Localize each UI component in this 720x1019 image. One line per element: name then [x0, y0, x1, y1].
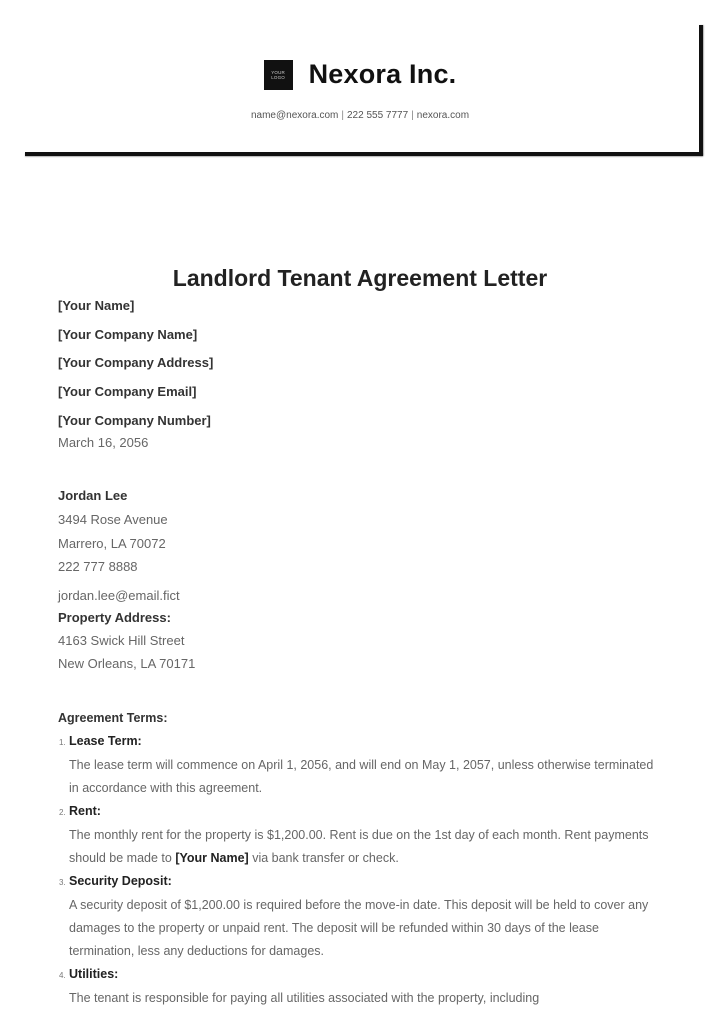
- term-title: [59, 964, 678, 986]
- contact-website: nexora.com: [416, 110, 470, 121]
- contact-phone: 222 555 7777: [347, 110, 409, 121]
- sender-company-number: [Your Company Number]: [58, 412, 211, 428]
- agreement-terms: [58, 708, 678, 1011]
- recipient-email: jordan.lee@email.fict: [58, 588, 180, 603]
- recipient-address-line1: 3494 Rose Avenue: [58, 512, 168, 527]
- term-title: [59, 801, 678, 823]
- brand: [0, 59, 720, 90]
- contact-email: name@nexora.com: [250, 110, 339, 121]
- contact-line: [0, 110, 720, 121]
- logo-placeholder-icon: [264, 60, 293, 90]
- term-item: [58, 871, 678, 963]
- agreement-terms-heading: Agreement Terms:: [58, 711, 168, 725]
- header-bottom-rule: [25, 152, 703, 156]
- term-title: [59, 731, 678, 753]
- separator: |: [341, 110, 344, 121]
- logo-text-line1: YOUR: [271, 69, 286, 75]
- term-body-text: The monthly rent for the property is $1,200.00. Rent is due on the 1st day of each month. Rent payments should be made to: [69, 828, 649, 865]
- sender-block: [58, 296, 678, 453]
- term-title-text: Lease Term:: [69, 734, 142, 748]
- term-item: [58, 731, 678, 800]
- term-body: [69, 824, 659, 870]
- document-title: Landlord Tenant Agreement Letter: [172, 265, 548, 291]
- separator: |: [411, 110, 414, 121]
- sender-company-address: [Your Company Address]: [58, 355, 214, 371]
- term-number: 2.: [59, 808, 66, 817]
- term-number: 1.: [59, 738, 66, 747]
- sender-name: [Your Name]: [58, 298, 135, 313]
- term-title-text: Utilities:: [69, 967, 119, 981]
- term-item: [58, 801, 678, 870]
- term-body-text: via bank transfer or check.: [248, 851, 399, 865]
- logo-text-line2: LOGO: [271, 74, 286, 80]
- company-name: Nexora Inc.: [308, 59, 457, 89]
- term-body: A security deposit of $1,200.00 is required before the move-in date. This deposit will be held to cover any damages to the property or unpaid rent. The deposit will be refunded within 30 days of the lease termination, less any deductions for damages.: [69, 898, 649, 958]
- term-title: [59, 871, 678, 893]
- letter-date: March 16, 2056: [58, 434, 149, 450]
- term-number: 4.: [59, 971, 66, 980]
- property-address-line2: New Orleans, LA 70171: [58, 656, 196, 671]
- term-body: The lease term will commence on April 1, 2056, and will end on May 1, 2057, unless otherwise terminated in accordance with this agreement.: [69, 758, 654, 795]
- sender-company-email: [Your Company Email]: [58, 384, 197, 400]
- recipient-phone: 222 777 8888: [58, 559, 138, 574]
- placeholder-your-name: [Your Name]: [175, 851, 249, 865]
- letterhead: [0, 0, 720, 170]
- recipient-name: Jordan Lee: [58, 488, 128, 503]
- property-address-label: Property Address:: [58, 610, 171, 625]
- recipient-address-line2: Marrero, LA 70072: [58, 535, 166, 551]
- term-number: 3.: [59, 878, 66, 887]
- property-address-line1: 4163 Swick Hill Street: [58, 633, 185, 648]
- term-title-text: Security Deposit:: [69, 874, 172, 888]
- term-item: [58, 964, 678, 1010]
- header-right-rule: [699, 25, 703, 156]
- term-body: The tenant is responsible for paying all utilities associated with the property, including: [69, 991, 540, 1005]
- sender-company-name: [Your Company Name]: [58, 326, 198, 342]
- term-title-text: Rent:: [69, 804, 101, 818]
- recipient-block: [58, 486, 678, 674]
